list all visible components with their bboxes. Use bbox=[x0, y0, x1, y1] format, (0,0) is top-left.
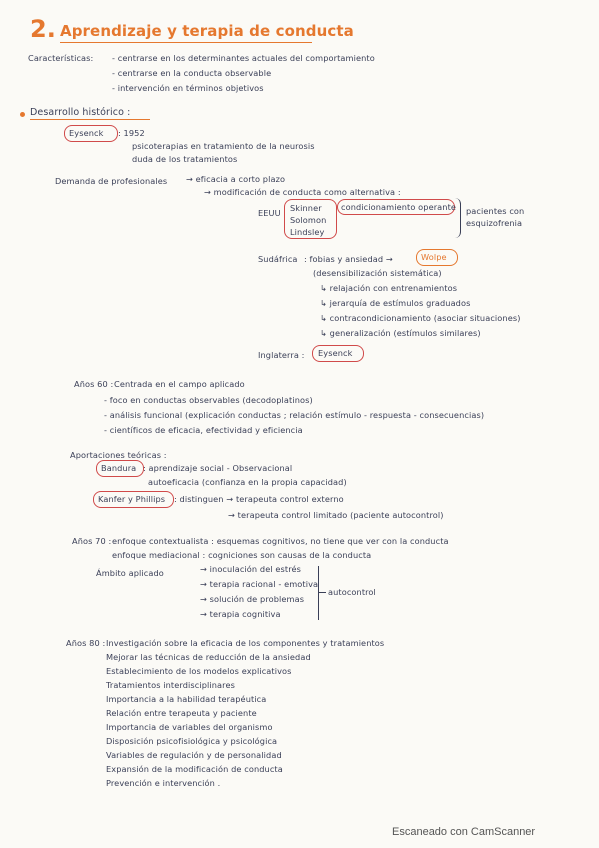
desensibilizacion: (desensibilización sistemática) bbox=[313, 268, 442, 278]
ambito-item: → inoculación del estrés bbox=[200, 564, 302, 574]
eeuu-patients: pacientes con bbox=[466, 206, 525, 216]
eeuu-desc: condicionamiento operante bbox=[341, 202, 457, 212]
anos60-item: - análisis funcional (explicación conductas ; relación estímulo - respuesta - consecuencias) bbox=[104, 410, 485, 420]
eeuu-label: EEUU bbox=[258, 208, 281, 218]
anos80-item: Tratamientos interdisciplinares bbox=[106, 680, 235, 690]
step-item: ↳ relajación con entrenamientos bbox=[320, 283, 458, 293]
ambito-item: → solución de problemas bbox=[200, 594, 305, 604]
anos80-item: Mejorar las técnicas de reducción de la ansiedad bbox=[106, 652, 311, 662]
autocontrol-label: autocontrol bbox=[328, 587, 376, 597]
title-underline bbox=[60, 42, 312, 43]
caracteristica-item: - centrarse en los determinantes actuales del comportamiento bbox=[112, 53, 375, 63]
anos60-head: Centrada en el campo aplicado bbox=[114, 379, 245, 389]
eysenck-year: : 1952 bbox=[118, 128, 145, 138]
step-item: ↳ contracondicionamiento (asociar situaciones) bbox=[320, 313, 521, 323]
inglaterra-label: Inglaterra : bbox=[258, 350, 305, 360]
sudafrica-desc: : fobias y ansiedad → bbox=[304, 254, 393, 264]
anos60-item: - foco en conductas observables (decodoplatinos) bbox=[104, 395, 313, 405]
brace bbox=[454, 198, 461, 238]
caracteristica-item: - intervención en términos objetivos bbox=[112, 83, 264, 93]
eysenck-line: psicoterapias en tratamiento de la neurosis bbox=[132, 141, 315, 151]
demanda-line: → modificación de conducta como alternativa : bbox=[204, 187, 401, 197]
kanfer-line: → terapeuta control limitado (paciente autocontrol) bbox=[228, 510, 444, 520]
anos70-line: enfoque mediacional : cogniciones son causas de la conducta bbox=[112, 550, 372, 560]
eeuu-patients: esquizofrenia bbox=[466, 218, 523, 228]
desarrollo-underline bbox=[30, 119, 150, 120]
anos70-line: enfoque contextualista : esquemas cognitivos, no tiene que ver con la conducta bbox=[112, 536, 449, 546]
wolpe-name: Wolpe bbox=[421, 252, 447, 262]
step-item: ↳ generalización (estímulos similares) bbox=[320, 328, 481, 338]
anos60-item: - científicos de eficacia, efectividad y eficiencia bbox=[104, 425, 303, 435]
ambito-label: Ámbito aplicado bbox=[96, 568, 164, 578]
anos80-item: Disposición psicofisiológica y psicológica bbox=[106, 736, 278, 746]
anos60-label: Años 60 : bbox=[74, 379, 114, 389]
eysenck-line: duda de los tratamientos bbox=[132, 154, 238, 164]
inglaterra-name: Eysenck bbox=[318, 348, 353, 358]
scanner-watermark: Escaneado con CamScanner bbox=[392, 826, 536, 838]
step-item: ↳ jerarquía de estímulos graduados bbox=[320, 298, 471, 308]
bandura-line: : aprendizaje social - Observacional bbox=[143, 463, 293, 473]
demanda-label: Demanda de profesionales bbox=[55, 176, 168, 186]
anos80-item: Importancia de variables del organismo bbox=[106, 722, 273, 732]
eeuu-name: Skinner bbox=[290, 203, 322, 213]
bandura-name: Bandura bbox=[101, 463, 137, 473]
ambito-item: → terapia racional - emotiva bbox=[200, 579, 319, 589]
anos80-item: Prevención e intervención . bbox=[106, 778, 221, 788]
desarrollo-label: Desarrollo histórico : bbox=[30, 107, 131, 118]
anos80-item: Investigación sobre la eficacia de los componentes y tratamientos bbox=[106, 638, 385, 648]
caracteristica-item: - centrarse en la conducta observable bbox=[112, 68, 272, 78]
eeuu-name: Solomon bbox=[290, 215, 327, 225]
section-number: 2. bbox=[30, 15, 57, 43]
kanfer-name: Kanfer y Phillips bbox=[98, 494, 166, 504]
bandura-line: autoeficacia (confianza en la propia capacidad) bbox=[148, 477, 347, 487]
demanda-line: → eficacia a corto plazo bbox=[186, 174, 286, 184]
bullet-dot bbox=[20, 112, 25, 117]
anos70-label: Años 70 : bbox=[72, 536, 112, 546]
caracteristicas-label: Características: bbox=[28, 53, 94, 63]
anos80-item: Expansión de la modificación de conducta bbox=[106, 764, 283, 774]
eysenck-name: Eysenck bbox=[69, 128, 104, 138]
anos80-item: Variables de regulación y de personalidad bbox=[106, 750, 282, 760]
sudafrica-label: Sudáfrica bbox=[258, 254, 298, 264]
page-title: Aprendizaje y terapia de conducta bbox=[60, 22, 354, 40]
anos80-item: Importancia a la habilidad terapéutica bbox=[106, 694, 267, 704]
aportaciones-label: Aportaciones teóricas : bbox=[70, 450, 167, 460]
bracket-line bbox=[318, 566, 319, 620]
bracket-tick bbox=[318, 592, 326, 593]
eeuu-name: Lindsley bbox=[290, 227, 325, 237]
anos80-label: Años 80 : bbox=[66, 638, 106, 648]
anos80-item: Relación entre terapeuta y paciente bbox=[106, 708, 257, 718]
kanfer-line: : distinguen → terapeuta control externo bbox=[174, 494, 344, 504]
ambito-item: → terapia cognitiva bbox=[200, 609, 281, 619]
anos80-item: Establecimiento de los modelos explicativos bbox=[106, 666, 292, 676]
